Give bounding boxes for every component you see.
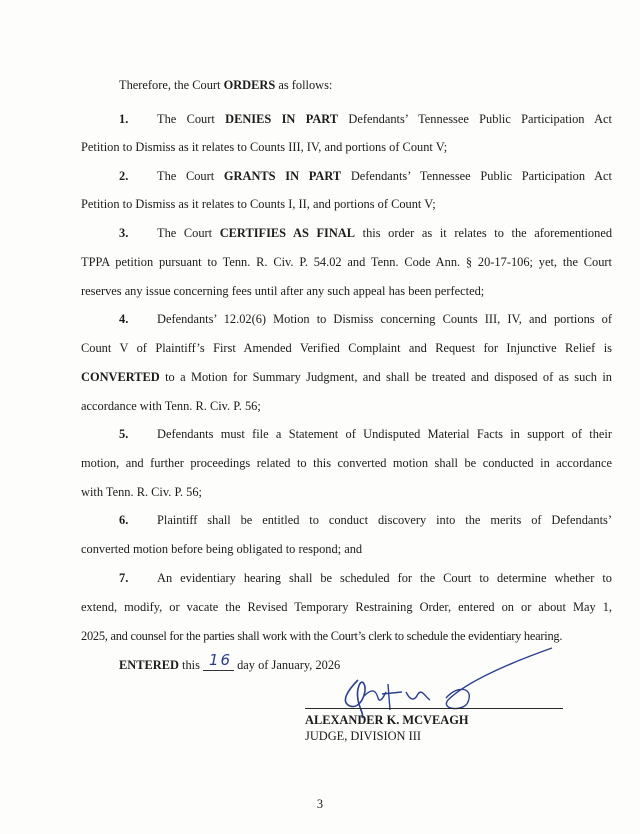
- item-7-line-2: extend, modify, or vacate the Revised Temporary Restraining Order, entered on or about May 1,: [81, 600, 612, 614]
- signature-line: [305, 708, 563, 709]
- item-5-line-2: motion, and further proceedings related to this converted motion shall be conducted in accordance: [81, 456, 612, 470]
- item-7-line-3: 2025, and counsel for the parties shall work with the Court’s clerk to schedule the evidentiary hearing.: [81, 629, 563, 643]
- handwritten-day: 16: [209, 651, 233, 669]
- page-number: 3: [316, 797, 324, 811]
- entered-line: ENTERED this 16 day of January, 2026: [119, 651, 341, 672]
- item-7-line-1: 7. An evidentiary hearing shall be scheduled for the Court to determine whether to: [119, 571, 612, 585]
- item-4-line-1: 4. Defendants’ 12.02(6) Motion to Dismiss concerning Counts III, IV, and portions of: [119, 312, 612, 326]
- item-4-line-2: Count V of Plaintiff’s First Amended Verified Complaint and Request for Injunctive Relief is: [81, 341, 612, 355]
- intro-line: Therefore, the Court ORDERS as follows:: [119, 78, 333, 92]
- item-1-line-2: Petition to Dismiss as it relates to Counts III, IV, and portions of Count V;: [81, 140, 448, 154]
- item-4-line-3: CONVERTED to a Motion for Summary Judgment, and shall be treated and disposed of as such in: [81, 370, 612, 384]
- item-4-line-4: accordance with Tenn. R. Civ. P. 56;: [81, 399, 261, 413]
- item-2-line-2: Petition to Dismiss as it relates to Counts I, II, and portions of Count V;: [81, 197, 436, 211]
- item-3-line-1: 3. The Court CERTIFIES AS FINAL this order as it relates to the aforementioned: [119, 226, 613, 240]
- item-1-line-1: 1. The Court DENIES IN PART Defendants’ Tennessee Public Participation Act: [119, 112, 612, 126]
- item-6-line-2: converted motion before being obligated to respond; and: [81, 542, 363, 556]
- item-6-line-1: 6. Plaintiff shall be entitled to conduct discovery into the merits of Defendants’: [119, 513, 612, 527]
- item-5-line-3: with Tenn. R. Civ. P. 56;: [81, 485, 202, 499]
- item-3-line-2: TPPA petition pursuant to Tenn. R. Civ. P. 54.02 and Tenn. Code Ann. § 20-17-106; yet, the Court: [81, 255, 612, 269]
- judge-name: ALEXANDER K. MCVEAGH: [305, 713, 469, 727]
- judge-title: JUDGE, DIVISION III: [305, 729, 421, 743]
- item-5-line-1: 5. Defendants must file a Statement of Undisputed Material Facts in support of their: [119, 427, 612, 441]
- day-fill-line: [203, 651, 234, 671]
- item-2-line-1: 2. The Court GRANTS IN PART Defendants’ Tennessee Public Participation Act: [119, 169, 612, 183]
- item-3-line-3: reserves any issue concerning fees until after any such appeal has been perfected;: [81, 284, 485, 298]
